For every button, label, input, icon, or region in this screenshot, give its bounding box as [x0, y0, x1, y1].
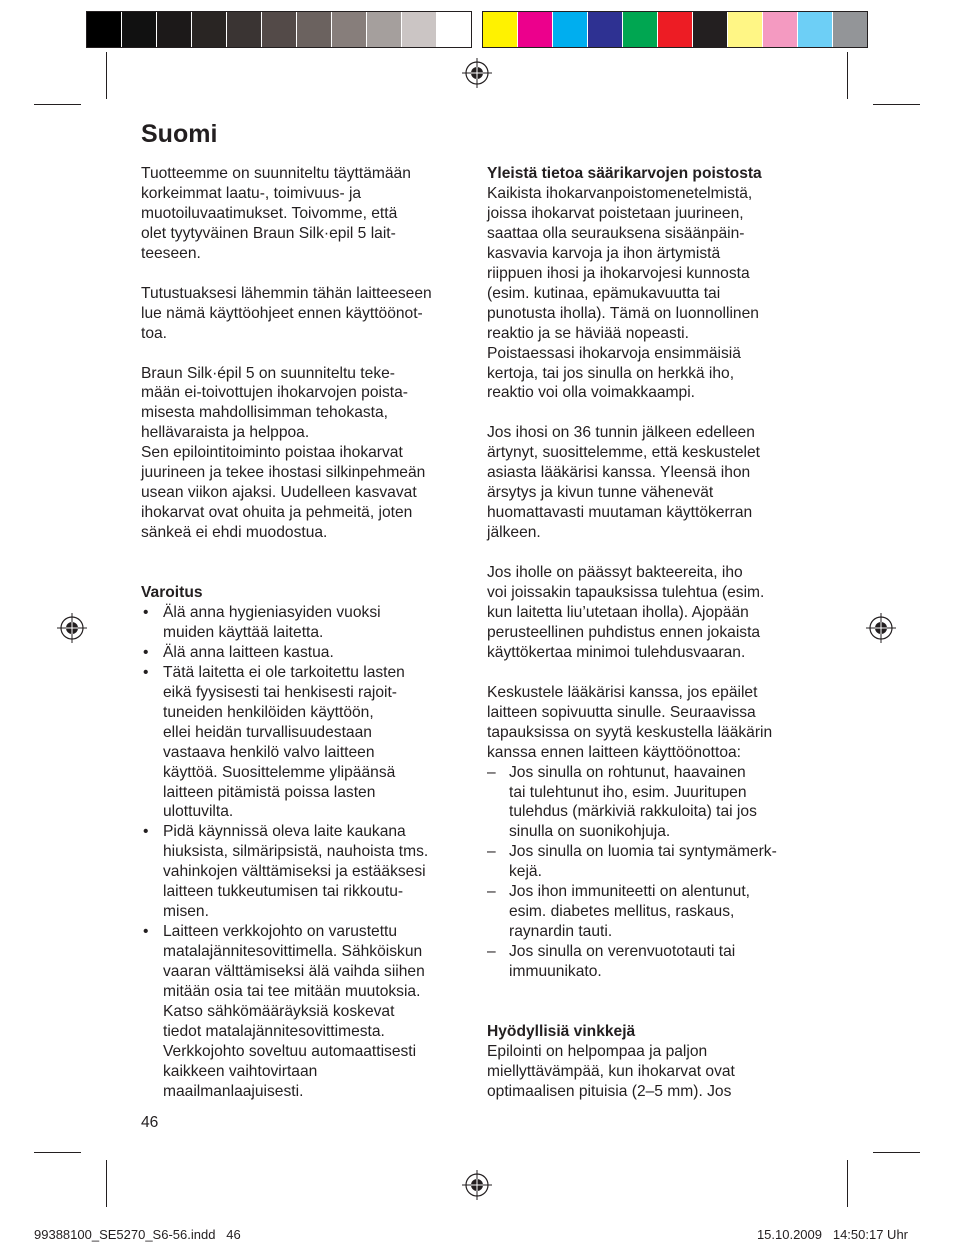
color-swatch — [798, 12, 833, 47]
intro-paragraph: Tuotteemme on suunniteltu täyttämään korkeimmat laatu-, toimivuus- ja muotoiluvaatimukset. Toivomme, että olet tyytyväinen Braun Silk·epil 5 lait- teeseen. — [141, 165, 411, 262]
color-swatch — [623, 12, 658, 47]
right-column — [487, 164, 832, 1102]
gray-swatch — [87, 12, 122, 47]
gray-swatch — [297, 12, 332, 47]
warning-item: • Laitteen verkkojohto on varustettu matalajännitesovittimella. Sähköiskun vaaran välttämiseksi älä vaihda siihen mitään osia tai tee mitään muutoksia. Katso sähkömääräyksiä koskevat tiedot matalajännitesovittimesta. Verkkojohto soveltuu automaattisesti kaikkeen vaihtovirtaan maailmanlaajuisesti. — [141, 922, 481, 1102]
crop-mark — [34, 104, 81, 105]
gray-swatch — [262, 12, 297, 47]
irritation-paragraph: Jos ihosi on 36 tunnin jälkeen edelleen ärtynyt, suosittelemme, että keskustelet asiasta lääkärisi kanssa. Yleensä ihon ärsytys ja kivun tunne vähenevät huomattavasti muutaman käyttökerran jälkeen. — [487, 424, 761, 542]
registration-mark-icon — [462, 58, 492, 88]
color-swatch — [518, 12, 553, 47]
crop-mark — [847, 52, 848, 99]
registration-mark-icon — [462, 1170, 492, 1200]
general-info-paragraph: Kaikista ihokarvanpoistomenetelmistä, joissa ihokarvat poistetaan juurineen, saattaa olla seurauksena sisäänpäin- kasvavia karvoja ja ihon ärtymistä riippuen ihosi ja ihokarvojesi kunnosta (esim. kutinaa, epämukavuutta tai punotusta iholla). Tämä on luonnollinen reaktio ja se häviää nopeasti. Poistaessasi ihokarvoja ensimmäisiä kertoja, tai jos sinulla on herkkä iho, reaktio voi olla voimakkaampi. — [487, 184, 759, 402]
left-column — [141, 164, 481, 1102]
color-swatch — [483, 12, 518, 47]
crop-mark — [106, 52, 107, 99]
crop-mark — [873, 1152, 920, 1153]
registration-mark-icon — [57, 613, 87, 643]
warning-item: • Älä anna laitteen kastua. — [141, 643, 481, 663]
gray-swatch — [332, 12, 367, 47]
warning-item: • Tätä laitetta ei ole tarkoitettu lasten eikä fyysisesti tai henkisesti rajoit- tuneiden henkilöiden käyttöön, ellei heidän turvallisuudestaan vastaava henkilö valvo laitteen käyttöä. Suosittelemme ylipäänsä laitteen pitämistä poissa lasten ulottuvilta. — [141, 663, 481, 823]
gray-swatch — [192, 12, 227, 47]
crop-mark — [847, 1160, 848, 1207]
grayscale-color-bar — [86, 11, 472, 48]
registration-mark-icon — [866, 613, 896, 643]
doctor-cases-list — [487, 763, 832, 982]
case-item: – Jos ihon immuniteetti on alentunut, esim. diabetes mellitus, raskaus, raynardin tauti. — [487, 882, 832, 942]
color-swatch — [833, 12, 867, 47]
warning-heading: Varoitus — [141, 583, 203, 601]
case-item: – Jos sinulla on luomia tai syntymämerk- kejä. — [487, 842, 832, 882]
warning-item: • Älä anna hygieniasyiden vuoksi muiden käyttää laitetta. — [141, 603, 481, 643]
crop-mark — [34, 1152, 81, 1153]
crop-mark — [106, 1160, 107, 1207]
warning-list — [141, 603, 481, 1102]
slug-filename: 99388100_SE5270_S6-56.indd 46 — [34, 1227, 241, 1242]
color-swatch — [693, 12, 728, 47]
gray-swatch — [437, 12, 471, 47]
bacteria-paragraph: Jos iholle on päässyt bakteereita, iho voi joissakin tapauksissa tulehtua (esim. kun laitetta liu’utetaan iholla). Ajopään perusteellinen puhdistus ennen jokaista käyttökertaa minimoi tulehdusvaaran. — [487, 564, 765, 661]
color-swatch — [763, 12, 798, 47]
product-description-paragraph: Braun Silk·épil 5 on suunniteltu teke- mään ei-toivottujen ihokarvojen poista- misesta mahdollisimman tehokasta, hellävaraista ja helppoa. Sen epilointitoiminto poistaa ihokarvat juurineen ja tekee ihostasi silkinpehmeän usean viikon ajaksi. Uudelleen kasvavat ihokarvat ovat ohuita ja pehmeitä, joten sänkeä ei ehdi muodostua. — [141, 364, 426, 542]
read-instructions-paragraph: Tutustuaksesi lähemmin tähän laitteeseen lue nämä käyttöohjeet ennen käyttöönot- toa. — [141, 284, 432, 342]
page-title: Suomi — [141, 120, 218, 148]
page-number: 46 — [141, 1114, 159, 1131]
warning-item: • Pidä käynnissä oleva laite kaukana hiuksista, silmäripsistä, nauhoista tms. vahinkojen välttämiseksi ja estääksesi laitteen tukkeutumisen tai rikkoutu- misen. — [141, 822, 481, 922]
color-swatch — [728, 12, 763, 47]
tips-heading: Hyödyllisiä vinkkejä — [487, 1022, 636, 1040]
tips-paragraph: Epilointi on helpompaa ja paljon miellyttävämpää, kun ihokarvat ovat optimaalisen pituisia (2–5 mm). Jos — [487, 1042, 735, 1100]
gray-swatch — [157, 12, 192, 47]
general-info-heading: Yleistä tietoa säärikarvojen poistosta — [487, 165, 762, 182]
crop-mark — [873, 104, 920, 105]
gray-swatch — [122, 12, 157, 47]
process-color-bar — [482, 11, 868, 48]
color-swatch — [588, 12, 623, 47]
gray-swatch — [402, 12, 437, 47]
slug-timestamp: 15.10.2009 14:50:17 Uhr — [756, 1227, 908, 1242]
case-item: – Jos sinulla on verenvuototauti tai immuunikato. — [487, 942, 832, 982]
case-item: – Jos sinulla on rohtunut, haavainen tai tulehtunut iho, esim. Juuritupen tulehdus (märkiviä rakkuloita) tai jos sinulla on suonikohjuja. — [487, 763, 832, 843]
gray-swatch — [367, 12, 402, 47]
consult-doctor-paragraph: Keskustele lääkärisi kanssa, jos epäilet laitteen sopivuutta sinulle. Seuraavissa tapauksissa on syytä keskustella lääkärin kanssa ennen laitteen käyttöönottoa: — [487, 683, 773, 761]
gray-swatch — [227, 12, 262, 47]
color-swatch — [553, 12, 588, 47]
color-swatch — [658, 12, 693, 47]
